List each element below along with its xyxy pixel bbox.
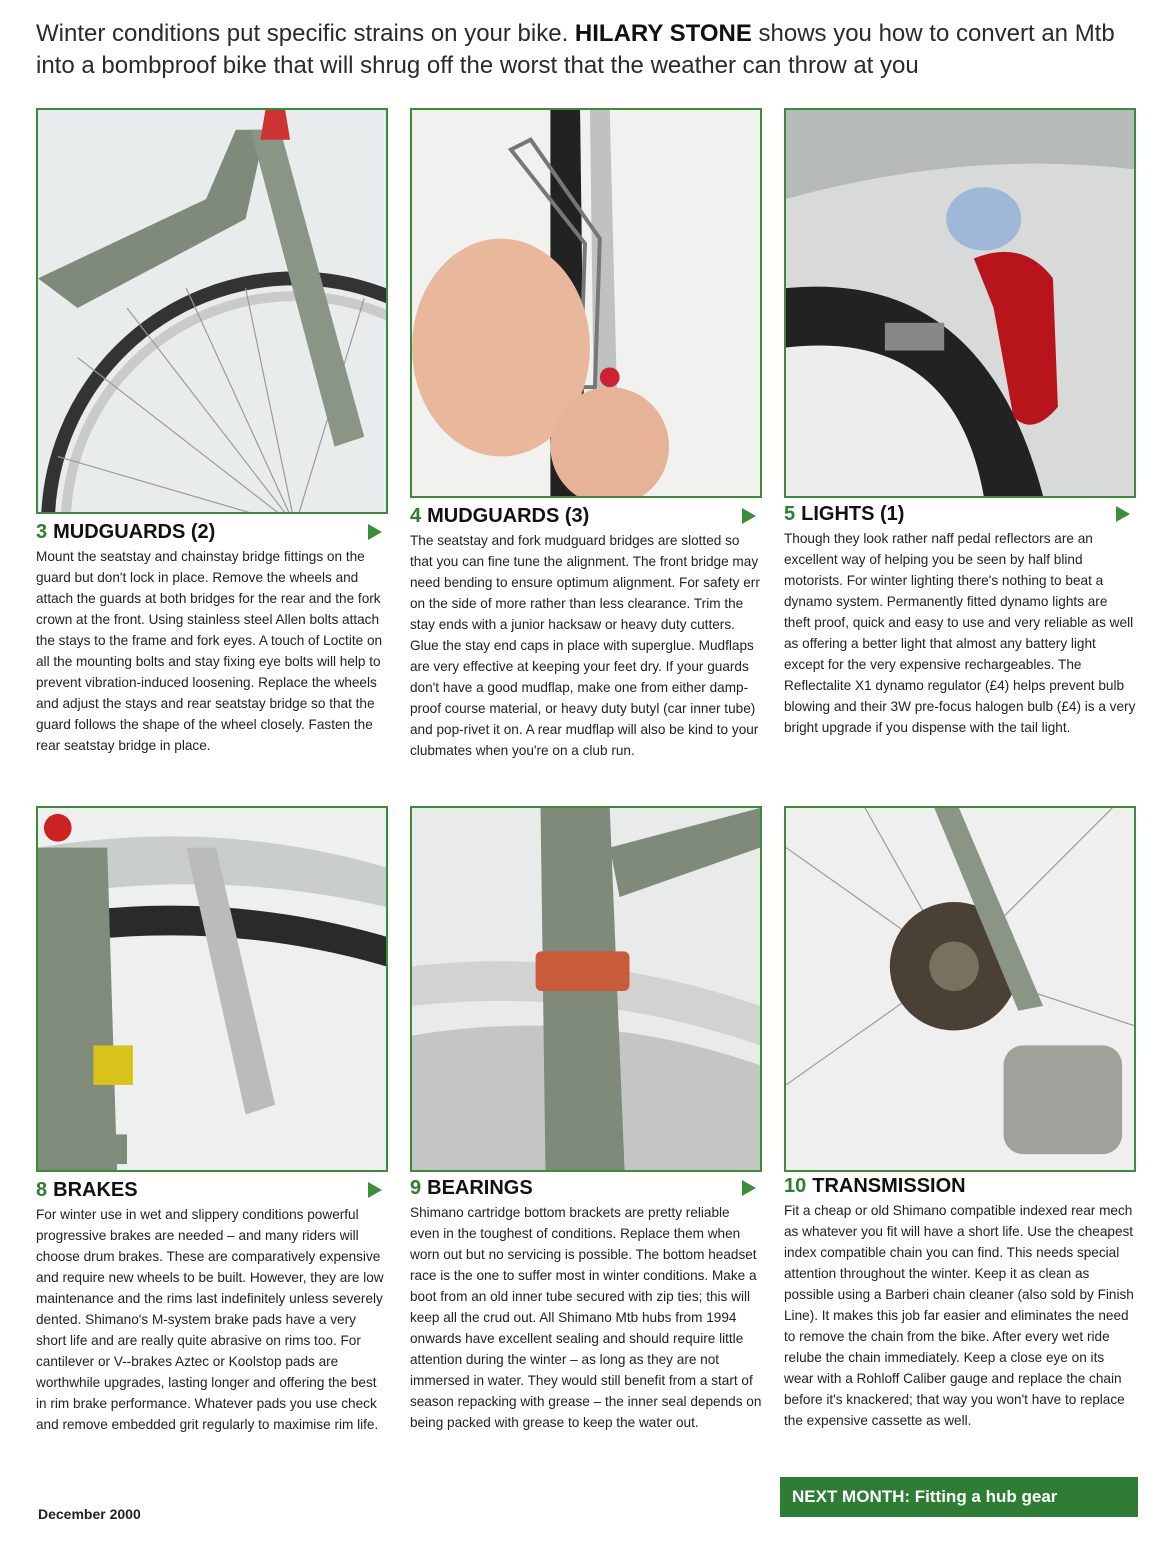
step-body: The seatstay and fork mudguard bridges are slotted so that you can fine tune the alignment. The front bridge may need bending to ensure optimum alignment. For safety err on the side of more rather than less clearance. Trim the stay ends with a junior hacksaw or heavy duty cutters. Glue the stay end caps in place with superglue. Mudflaps are very effective at keeping your feet dry. If your guards don't have a good mudflap, make one from either damp-proof course material, or heavy duty butyl (car inner tube) and pop-rivet it on. A rear mudflap will also be kind to your clubmates when you're on a club run.	[410, 533, 760, 758]
arrow-right-icon	[742, 1180, 756, 1196]
step-heading	[36, 520, 388, 544]
step-number: 8	[36, 1179, 48, 1201]
step-lights-1	[784, 502, 1136, 738]
photo-mudguards-2	[36, 108, 388, 514]
step-title: LIGHTS (1)	[801, 503, 905, 525]
step-body: Shimano cartridge bottom brackets are pretty reliable even in the toughest of conditions. Replace them when worn out but no servicing is possible. The bottom headset race is the one to suffer most in winter conditions. Make a boot from an old inner tube secured with zip ties; this will keep all the crud out. All Shimano Mtb hubs from 1994 onwards have excellent sealing and should require little attention during the winter – as long as they are not immersed in water. They would still benefit from a start of season repacking with grease – the inner seal depends on being packed with grease to keep the water out.	[410, 1205, 762, 1430]
issue-date: December 2000	[38, 1506, 141, 1522]
arrow-right-icon	[368, 1182, 382, 1198]
intro-text	[36, 18, 1126, 82]
step-body: For winter use in wet and slippery conditions powerful progressive brakes are needed – and many riders will choose drum brakes. These are comparatively expensive and require new wheels to be built. However, they are low maintenance and the rims last indefinitely unless severely dented. Shimano's M-system brake pads have a very short life and are really quite abrasive on rims too. For cantilever or V--brakes Aztec or Koolstop pads are worthwhile upgrades, lasting longer and offering the best in rim brake performance. Whatever pads you use check and remove embedded grit regularly to maximise rim life.	[36, 1207, 384, 1432]
photo-lights-1	[784, 108, 1136, 498]
step-number: 9	[410, 1177, 422, 1199]
next-month-label: NEXT MONTH:	[792, 1487, 911, 1506]
next-month-banner	[780, 1477, 1138, 1517]
author-name: HILARY STONE	[574, 20, 752, 47]
step-title: TRANSMISSION	[812, 1175, 966, 1197]
arrow-right-icon	[742, 508, 756, 524]
step-transmission	[784, 1174, 1136, 1431]
step-title: BEARINGS	[427, 1177, 533, 1199]
step-title: MUDGUARDS (2)	[53, 521, 216, 543]
step-heading	[410, 1176, 762, 1200]
photo-brakes	[36, 806, 388, 1172]
step-number: 4	[410, 505, 422, 527]
step-body: Mount the seatstay and chainstay bridge fittings on the guard but don't lock in place. Remove the wheels and attach the guards at both bridges for the rear and the fork crown at the front. Using stainless steel Allen bolts attach the stays to the frame and fork eyes. A touch of Loctite on all the mounting bolts and stay fixing eye bolts will help to prevent vibration-induced loosening. Replace the wheels and adjust the stays and rear seatstay bridge so that the guard follows the shape of the wheel closely. Fasten the rear seatstay bridge in place.	[36, 549, 383, 753]
intro-line-start: Winter conditions put specific strains on your bike.	[36, 20, 569, 47]
step-bearings	[410, 1176, 762, 1433]
step-heading	[784, 1174, 1136, 1198]
arrow-right-icon	[1116, 506, 1130, 522]
intro-line-end: shows you how to convert an Mtb into a bombproof bike that will shrug off the worst that the weather can throw at you	[36, 20, 1115, 79]
step-heading	[784, 502, 1136, 526]
step-mudguards-2	[36, 520, 388, 756]
step-heading	[36, 1178, 388, 1202]
step-body: Fit a cheap or old Shimano compatible indexed rear mech as whatever you fit will have a short life. Use the cheapest index compatible chain you can find. This needs special attention throughout the winter. Keep it as clean as possible using a Barberi chain cleaner (also sold by Finish Line). It makes this job far easier and eliminates the need to remove the chain from the bike. After every wet ride relube the chain immediately. Keep a close eye on its wear with a Rohloff Caliber gauge and replace the chain before it's knackered; that way you won't have to replace the expensive cassette as well.	[784, 1203, 1134, 1428]
step-mudguards-3	[410, 504, 762, 761]
step-title: BRAKES	[53, 1179, 138, 1201]
step-brakes	[36, 1178, 388, 1435]
step-number: 3	[36, 521, 48, 543]
arrow-right-icon	[368, 524, 382, 540]
step-number: 10	[784, 1175, 807, 1197]
step-title: MUDGUARDS (3)	[427, 505, 590, 527]
step-body: Though they look rather naff pedal reflectors are an excellent way of helping you be seen by half blind motorists. For winter lighting there's nothing to beat a dynamo system. Permanently fitted dynamo lights are theft proof, quick and easy to use and very reliable as well as offering a better light that almost any battery light except for the very expensive rechargeables. The Reflectalite X1 dynamo regulator (£4) helps prevent bulb blowing and their 3W pre-focus halogen bulb (£4) is a very bright upgrade if you dispense with the tail light.	[784, 531, 1136, 735]
next-month-topic: Fitting a hub gear	[914, 1487, 1058, 1506]
step-heading	[410, 504, 762, 528]
photo-mudguards-3	[410, 108, 762, 498]
photo-bearings	[410, 806, 762, 1172]
step-number: 5	[784, 503, 796, 525]
photo-transmission	[784, 806, 1136, 1172]
